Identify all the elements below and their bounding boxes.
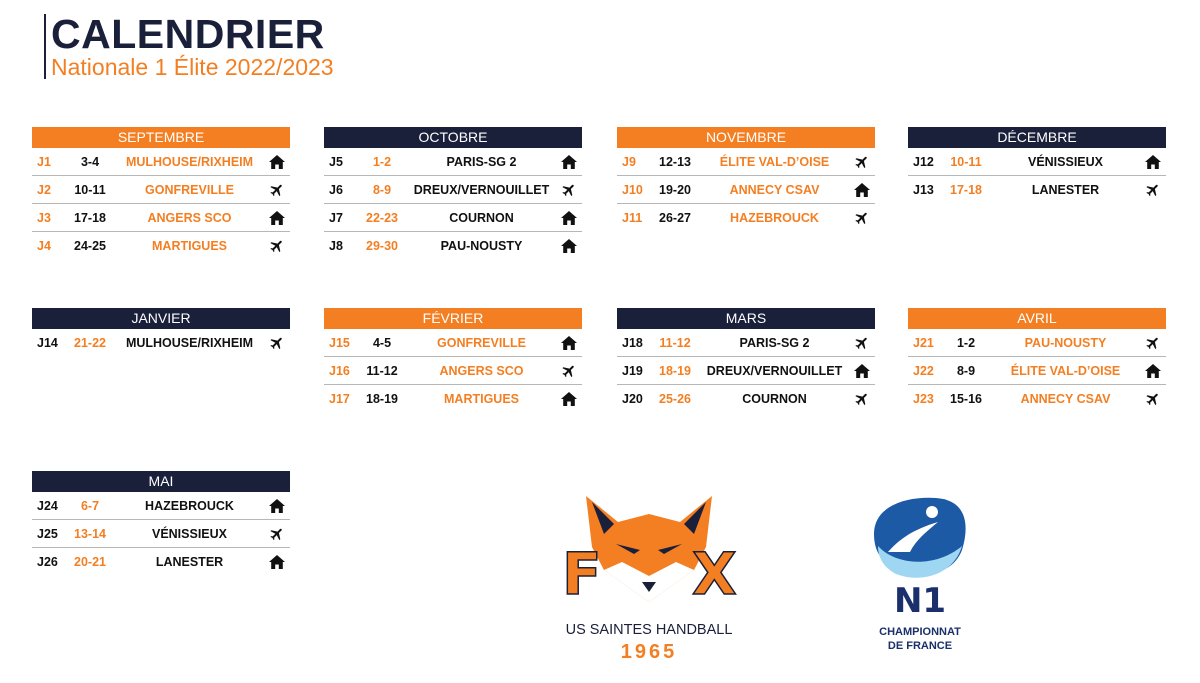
match-row <box>32 548 290 575</box>
match-dates: 22-23 <box>366 210 398 225</box>
month-block <box>908 127 1166 203</box>
match-row <box>324 176 582 204</box>
plane-icon <box>1140 335 1166 351</box>
opponent: PAU-NOUSTY <box>1024 335 1107 350</box>
logo-letter-f: F <box>562 540 602 608</box>
match-row <box>324 148 582 176</box>
match-dates: 15-16 <box>950 391 982 406</box>
league-line1: CHAMPIONNAT <box>879 626 961 638</box>
match-row <box>324 385 582 412</box>
match-row <box>32 492 290 520</box>
match-dates: 17-18 <box>950 182 982 197</box>
opponent: MARTIGUES <box>152 238 227 253</box>
plane-icon <box>264 335 290 351</box>
opponent: LANESTER <box>1031 182 1100 197</box>
opponent: COURNON <box>449 210 514 225</box>
matchday: J10 <box>622 182 643 197</box>
match-dates: 6-7 <box>80 498 100 513</box>
logo-letter-x: X <box>692 540 737 608</box>
match-row <box>617 204 875 231</box>
opponent: MULHOUSE/RIXHEIM <box>125 335 254 350</box>
match-row <box>908 385 1166 412</box>
match-row <box>32 204 290 232</box>
opponent: ANNECY CSAV <box>729 182 820 197</box>
matchday: J20 <box>622 391 643 406</box>
match-dates: 4-5 <box>372 335 392 350</box>
matchday: J1 <box>37 154 51 169</box>
match-dates: 3-4 <box>80 154 100 169</box>
match-dates: 24-25 <box>74 238 106 253</box>
month-block <box>324 127 582 259</box>
month-header: SEPTEMBRE <box>32 127 290 148</box>
plane-icon <box>556 363 582 379</box>
month-header: NOVEMBRE <box>617 127 875 148</box>
club-name: US SAINTES HANDBALL <box>565 622 733 638</box>
matchday: J18 <box>622 335 643 350</box>
plane-icon <box>849 210 875 226</box>
matchday: J21 <box>913 335 934 350</box>
home-icon <box>1140 154 1166 170</box>
match-dates: 12-13 <box>659 154 691 169</box>
matchday: J19 <box>622 363 643 378</box>
matchday: J9 <box>622 154 636 169</box>
matchday: J22 <box>913 363 934 378</box>
match-row <box>324 329 582 357</box>
match-row <box>617 357 875 385</box>
match-dates: 10-11 <box>950 154 982 169</box>
home-icon <box>849 363 875 379</box>
match-dates: 8-9 <box>956 363 976 378</box>
opponent: PAU-NOUSTY <box>440 238 523 253</box>
opponent: PARIS-SG 2 <box>446 154 517 169</box>
plane-icon <box>264 238 290 254</box>
match-row <box>32 520 290 548</box>
match-row <box>908 357 1166 385</box>
home-icon <box>264 554 290 570</box>
month-block <box>617 127 875 231</box>
home-icon <box>264 498 290 514</box>
plane-icon <box>849 154 875 170</box>
match-row <box>32 176 290 204</box>
opponent: DREUX/VERNOUILLET <box>706 363 843 378</box>
opponent: VÉNISSIEUX <box>151 526 228 541</box>
match-dates: 26-27 <box>659 210 691 225</box>
matchday: J23 <box>913 391 934 406</box>
matchday: J7 <box>329 210 343 225</box>
match-row <box>908 176 1166 203</box>
matchday: J26 <box>37 554 58 569</box>
match-row <box>617 385 875 412</box>
opponent: GONFREVILLE <box>145 182 234 197</box>
opponent: ÉLITE VAL-D’OISE <box>1010 363 1121 378</box>
match-row <box>324 232 582 259</box>
opponent: ÉLITE VAL-D’OISE <box>719 154 830 169</box>
matchday: J14 <box>37 335 58 350</box>
match-row <box>617 329 875 357</box>
match-row <box>617 148 875 176</box>
match-dates: 25-26 <box>659 391 691 406</box>
match-row <box>324 357 582 385</box>
match-dates: 13-14 <box>74 526 106 541</box>
league-logo <box>866 494 974 664</box>
month-block <box>908 308 1166 412</box>
opponent: ANNECY CSAV <box>1020 391 1111 406</box>
matchday: J12 <box>913 154 934 169</box>
opponent: PARIS-SG 2 <box>739 335 810 350</box>
title-block <box>44 11 334 80</box>
league-mark: N1 <box>893 581 947 621</box>
match-dates: 29-30 <box>366 238 398 253</box>
match-row <box>32 329 290 356</box>
month-block <box>324 308 582 412</box>
opponent: MULHOUSE/RIXHEIM <box>125 154 254 169</box>
match-dates: 21-22 <box>74 335 106 350</box>
month-block <box>617 308 875 412</box>
match-dates: 10-11 <box>74 182 106 197</box>
matchday: J24 <box>37 498 58 513</box>
match-dates: 17-18 <box>74 210 106 225</box>
home-icon <box>1140 363 1166 379</box>
opponent: GONFREVILLE <box>437 335 526 350</box>
opponent: HAZEBROUCK <box>730 210 819 225</box>
match-dates: 11-12 <box>659 335 691 350</box>
match-row <box>908 148 1166 176</box>
matchday: J2 <box>37 182 51 197</box>
matchday: J4 <box>37 238 51 253</box>
plane-icon <box>1140 182 1166 198</box>
match-dates: 1-2 <box>956 335 976 350</box>
month-header: JANVIER <box>32 308 290 329</box>
month-block <box>32 471 290 575</box>
match-row <box>324 204 582 232</box>
match-dates: 20-21 <box>74 554 106 569</box>
home-icon <box>264 210 290 226</box>
club-year: 1965 <box>620 641 678 663</box>
month-header: OCTOBRE <box>324 127 582 148</box>
plane-icon <box>264 182 290 198</box>
matchday: J11 <box>622 210 643 225</box>
match-dates: 11-12 <box>366 363 398 378</box>
match-row <box>617 176 875 204</box>
opponent: MARTIGUES <box>444 391 519 406</box>
plane-icon <box>264 526 290 542</box>
club-logo <box>556 492 742 664</box>
matchday: J16 <box>329 363 350 378</box>
home-icon <box>556 238 582 254</box>
matchday: J8 <box>329 238 343 253</box>
match-dates: 1-2 <box>372 154 392 169</box>
matchday: J17 <box>329 391 350 406</box>
match-dates: 19-20 <box>659 182 691 197</box>
matchday: J6 <box>329 182 343 197</box>
match-dates: 18-19 <box>366 391 398 406</box>
home-icon <box>556 154 582 170</box>
matchday: J25 <box>37 526 58 541</box>
month-header: AVRIL <box>908 308 1166 329</box>
plane-icon <box>556 182 582 198</box>
league-line2: DE FRANCE <box>887 640 953 652</box>
month-block <box>32 308 290 356</box>
opponent: LANESTER <box>155 554 224 569</box>
match-row <box>32 232 290 259</box>
page-title: CALENDRIER <box>51 11 325 57</box>
matchday: J15 <box>329 335 350 350</box>
plane-icon <box>849 391 875 407</box>
opponent: DREUX/VERNOUILLET <box>413 182 550 197</box>
opponent: ANGERS SCO <box>147 210 232 225</box>
matchday: J5 <box>329 154 343 169</box>
home-icon <box>556 391 582 407</box>
month-header: FÉVRIER <box>324 308 582 329</box>
opponent: HAZEBROUCK <box>145 498 234 513</box>
plane-icon <box>849 335 875 351</box>
opponent: COURNON <box>742 391 807 406</box>
plane-icon <box>1140 391 1166 407</box>
match-dates: 18-19 <box>659 363 691 378</box>
month-header: MARS <box>617 308 875 329</box>
home-icon <box>556 335 582 351</box>
page-subtitle: Nationale 1 Élite 2022/2023 <box>51 54 334 80</box>
match-dates: 8-9 <box>372 182 392 197</box>
home-icon <box>556 210 582 226</box>
opponent: VÉNISSIEUX <box>1027 154 1104 169</box>
month-header: MAI <box>32 471 290 492</box>
opponent: ANGERS SCO <box>439 363 524 378</box>
month-header: DÉCEMBRE <box>908 127 1166 148</box>
matchday: J3 <box>37 210 51 225</box>
home-icon <box>264 154 290 170</box>
matchday: J13 <box>913 182 934 197</box>
home-icon <box>849 182 875 198</box>
month-block <box>32 127 290 259</box>
match-row <box>908 329 1166 357</box>
match-row <box>32 148 290 176</box>
